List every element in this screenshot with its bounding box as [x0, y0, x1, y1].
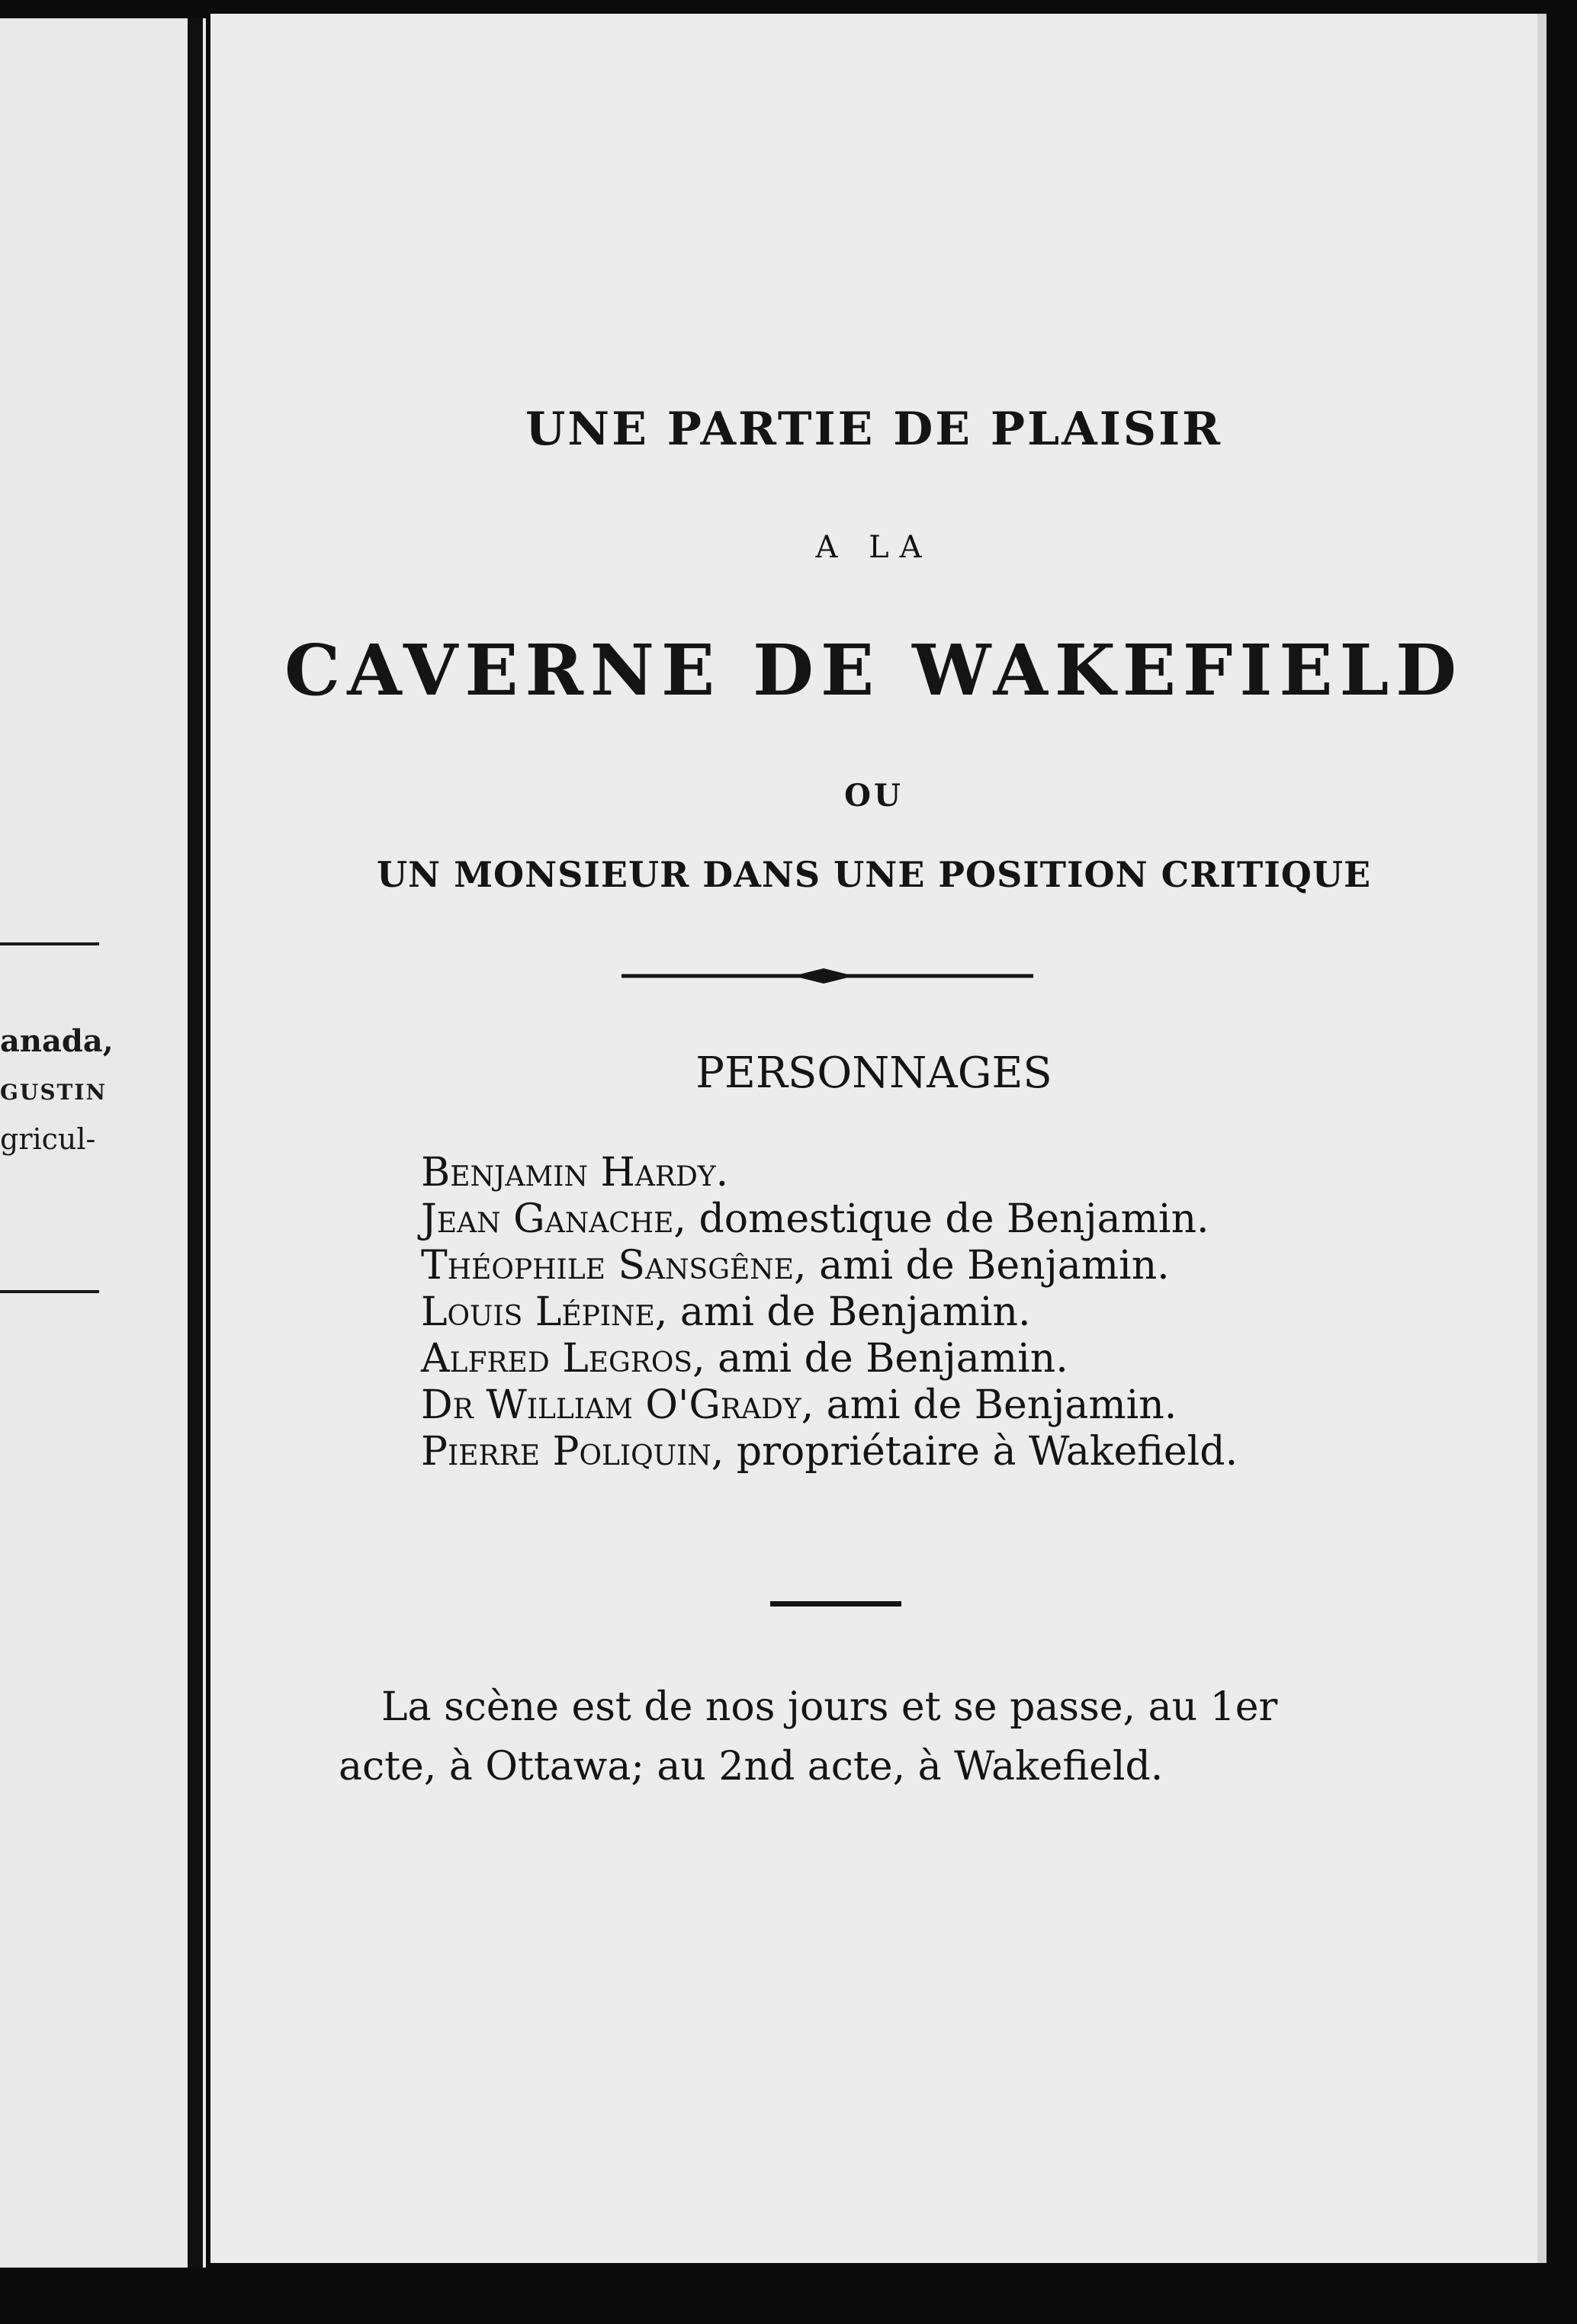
right-page [210, 14, 1537, 2263]
character-name: Jean Ganache [421, 1196, 674, 1242]
book-gutter [188, 18, 203, 2268]
section-divider [770, 1601, 901, 1607]
subtitle: UN MONSIEUR DANS UNE POSITION CRITIQUE [376, 854, 1372, 895]
character-name: Dr William O'Grady [421, 1382, 801, 1428]
cast-entry [421, 1196, 1238, 1243]
character-role: , ami de Benjamin. [801, 1382, 1177, 1428]
left-page-text-line: gricul- [0, 1122, 96, 1156]
character-role: , ami de Benjamin. [654, 1289, 1031, 1335]
cast-entry [421, 1382, 1238, 1429]
left-page-rule-top [0, 942, 99, 945]
cast-list [421, 1150, 1238, 1475]
ornamental-rule [621, 962, 1033, 990]
page-edge [1537, 14, 1546, 2263]
left-page-text-line: anada, [0, 1023, 114, 1059]
cast-entry [421, 1289, 1238, 1336]
character-name: Benjamin Hardy. [421, 1150, 729, 1196]
title-line-2: A LA [815, 530, 933, 565]
cast-entry [421, 1243, 1238, 1289]
cast-entry [421, 1429, 1238, 1475]
character-name: Théophile Sansgêne [421, 1243, 795, 1289]
character-name: Louis Lépine [421, 1289, 655, 1335]
character-name: Pierre Poliquin [421, 1429, 711, 1475]
character-name: Alfred Legros [421, 1336, 693, 1382]
main-title: CAVERNE DE WAKEFIELD [284, 629, 1463, 711]
scene-note-line: La scène est de nos jours et se passe, au 1er [381, 1684, 1278, 1730]
left-page-fragment [0, 18, 206, 2268]
title-line-1: UNE PARTIE DE PLAISIR [525, 403, 1223, 456]
cast-entry [421, 1336, 1238, 1382]
left-page-text-line: GUSTIN [0, 1080, 108, 1105]
character-role: , domestique de Benjamin. [673, 1196, 1209, 1242]
character-role: , ami de Benjamin. [692, 1336, 1068, 1382]
cast-entry [421, 1150, 1238, 1196]
character-role: , ami de Benjamin. [794, 1243, 1170, 1289]
scene-note-line: acte, à Ottawa; au 2nd acte, à Wakefield. [339, 1744, 1164, 1790]
scene-note [339, 1677, 1345, 1796]
left-page-rule-bottom [0, 1290, 99, 1293]
title-connector: OU [844, 778, 904, 814]
character-role: , propriétaire à Wakefield. [711, 1429, 1238, 1475]
cast-heading: PERSONNAGES [695, 1048, 1052, 1098]
